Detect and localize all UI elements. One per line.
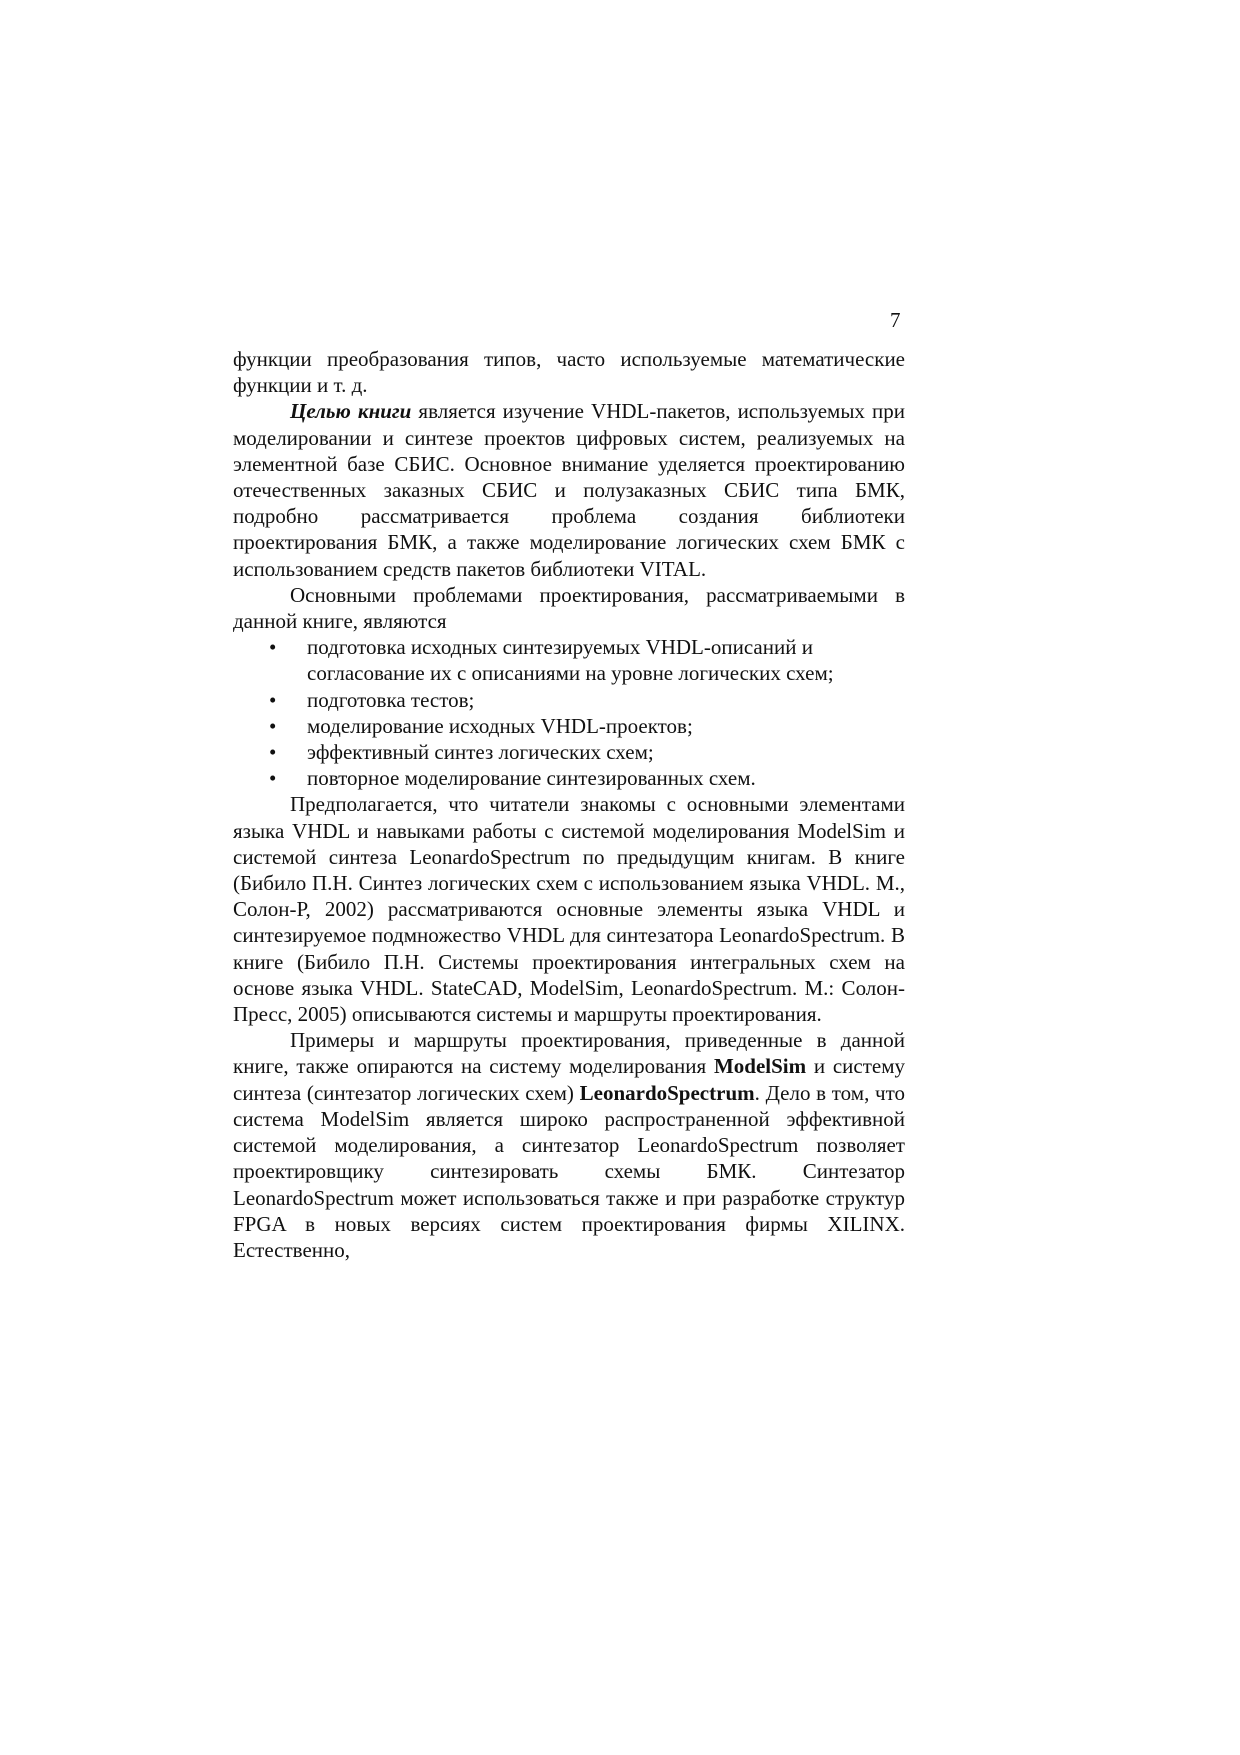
paragraph-tools (233, 1027, 905, 1263)
bullet-icon: • (269, 687, 277, 712)
problems-list (233, 634, 905, 791)
paragraph-problems-intro: Основными проблемами проектирования, рассматриваемыми в данной книге, являются (233, 582, 905, 634)
bullet-icon: • (269, 635, 277, 660)
list-item (233, 634, 905, 686)
tools-text-a: Примеры и маршруты проектирования, приведенные в данной книге, также опираются на систему моделирования (233, 1028, 905, 1079)
bullet-icon: • (269, 766, 277, 791)
list-item-text: подготовка тестов; (307, 687, 475, 712)
list-item-text: повторное моделирование синтезированных схем. (307, 766, 756, 791)
list-item (233, 687, 905, 713)
list-item-text: подготовка исходных синтезируемых VHDL-описаний и согласование их с описаниями на уровне логических схем; (307, 635, 834, 686)
list-item-text: эффективный синтез логических схем; (307, 740, 654, 765)
book-goal-text: является изучение VHDL-пакетов, используемых при моделировании и синтезе проектов цифровых систем, реализуемых на элементной базе СБИС. Основное внимание уделяется проектированию отечественных заказных СБИС и полузаказных СБИС типа БМК, подробно рассматривается проблема создания библиотеки проектирования БМК, а также моделирование логических схем БМК с использованием средств пакетов библиотеки VITAL. (233, 399, 905, 581)
paragraph-book-goal (233, 398, 905, 581)
tools-text-c: и систему синтеза (синтезатор логических схем) (233, 1054, 906, 1105)
paragraph-prerequisites: Предполагается, что читатели знакомы с основными элементами языка VHDL и навыками работы с системой моделирования ModelSim и системой синтеза LeonardoSpectrum по предыдущим книгам. В книге (Бибило П.Н. Синтез логических схем с использованием языка VHDL. М., Солон-Р, 2002) рассматриваются основные элементы языка VHDL и синтезируемое подмножество VHDL для синтезатора LeonardoSpectrum. В книге (Бибило П.Н. Системы проектирования интегральных схем на основе языка VHDL. StateCAD, ModelSim, LeonardoSpectrum. М.: Солон-Пресс, 2005) описываются системы и маршруты проектирования. (233, 792, 905, 1027)
modelsim-term: ModelSim (713, 1054, 807, 1079)
list-item (233, 765, 905, 791)
list-item-text: моделирование исходных VHDL-проектов; (307, 713, 693, 738)
list-item (233, 739, 905, 765)
bullet-icon: • (269, 740, 277, 765)
page-body (233, 346, 905, 1263)
page-number: 7 (890, 308, 901, 332)
list-item (233, 713, 905, 739)
bullet-icon: • (269, 713, 277, 738)
tools-text-e: . Дело в том, что система ModelSim является широко распространенной эффективной системой моделирования, а синтезатор LeonardoSpectrum позволяет проектировщику синтезировать схемы БМК. Синтезатор LeonardoSpectrum может использоваться также и при разработке структур FPGA в новых версиях систем проектирования фирмы XILINX. Естественно, (233, 1080, 905, 1262)
leonardospectrum-term: LeonardoSpectrum (579, 1080, 755, 1105)
book-goal-lead: Целью книги (290, 399, 412, 424)
paragraph-intro-continuation: функции преобразования типов, часто используемые математические функции и т. д. (233, 347, 905, 398)
